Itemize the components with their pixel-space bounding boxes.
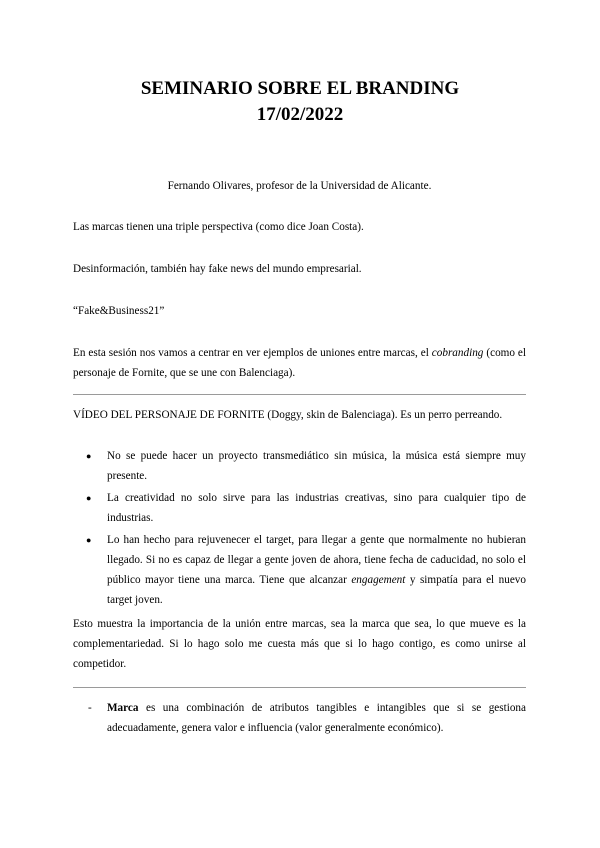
cobranding-text-after: (como el personaje de Fornite, que se une con Balenciaga). [73,347,527,379]
bullet-icon: ● [86,493,92,503]
target-text-before: Lo han hecho para rejuvenecer el target, para llegar a gente que normalmente no hubieran llegado. Si no es capaz de llegar a gente joven de ahora, tiene fecha de caducidad, no solo el público mayor tiene una marca. Tiene que alcanzar [107,534,526,586]
paragraph-triple-perspective: Las marcas tienen una triple perspectiva (como dice Joan Costa). [73,221,364,233]
marca-definition-text: es una combinación de atributos tangibles e intangibles que si se gestiona adecuadamente, genera valor e influencia (valor generalmente económico). [107,702,526,734]
paragraph-brand-union: Esto muestra la importancia de la unión entre marcas, sea la marca que sea, lo que mueve es la complementariedad. Si lo hago solo me cuesta más que si lo hago contigo, es como unirse al competidor. [73,618,526,670]
document-date: 17/02/2022 [256,104,344,125]
bullet-item-music: No se puede hacer un proyecto transmediático sin música, la música está siempre muy presente. [107,450,526,482]
paragraph-disinformation: Desinformación, también hay fake news del mundo empresarial. [73,263,362,275]
document-title: SEMINARIO SOBRE EL BRANDING [140,78,460,99]
bullet-item-target [107,530,526,610]
horizontal-divider [73,394,526,395]
paragraph-fake-business: “Fake&Business21” [73,305,165,317]
bullet-icon: ● [86,451,92,461]
target-text-after: y simpatía para el nuevo target joven. [107,574,526,606]
speaker-line: Fernando Olivares, profesor de la Universidad de Alicante. [167,180,432,192]
dash-marker: - [88,702,92,714]
bullet-item-creativity: La creatividad no solo sirve para las industrias creativas, sino para cualquier tipo de industrias. [107,492,526,524]
engagement-term: engagement [351,574,406,586]
cobranding-term: cobranding [431,347,484,359]
cobranding-text-before: En esta sesión nos vamos a centrar en ver ejemplos de uniones entre marcas, el [73,347,432,359]
bullet-icon: ● [86,535,92,545]
paragraph-cobranding [73,343,526,383]
horizontal-divider [73,687,526,688]
definition-marca [107,698,526,738]
paragraph-video: VÍDEO DEL PERSONAJE DE FORNITE (Doggy, skin de Balenciaga). Es un perro perreando. [73,409,503,421]
marca-term: Marca [107,702,139,714]
